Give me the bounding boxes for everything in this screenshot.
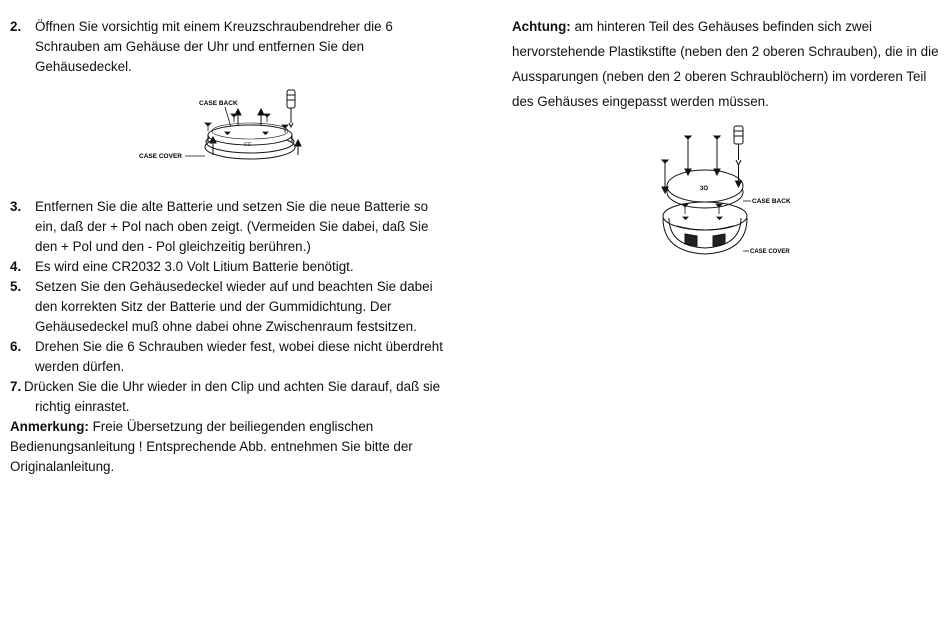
- step-text-line: Setzen Sie den Gehäusedeckel wieder auf und beachten Sie dabei: [35, 279, 433, 294]
- note-text-line: Freie Übersetzung der beiliegenden englischen: [92, 419, 374, 434]
- label-case-back: CASE BACK: [752, 198, 791, 205]
- step-text-line: Gehäusedeckel.: [35, 59, 132, 74]
- figure-case-back-removal: [135, 85, 325, 170]
- case-front-part: [663, 202, 747, 254]
- step-text-line: Drücken Sie die Uhr wieder in den Clip und achten Sie darauf, daß sie: [24, 379, 441, 394]
- step-text-line: Gehäusedeckel muß ohne dabei ohne Zwischenraum festsitzen.: [35, 319, 417, 334]
- note-first-line: [10, 417, 373, 437]
- warning-label: Achtung:: [512, 19, 571, 34]
- note-text-line: Bedienungsanleitung ! Entsprechende Abb. entnehmen Sie bitte der: [10, 439, 413, 454]
- step-text-line: Es wird eine CR2032 3.0 Volt Litium Batterie benötigt.: [35, 259, 354, 274]
- step-text-line: richtig einrastet.: [35, 399, 130, 414]
- label-case-cover: CASE COVER: [750, 249, 790, 255]
- warning-text-line: hervorstehende Plastikstifte (neben den 2 oberen Schrauben), die in die: [512, 44, 939, 59]
- case-mark: CC: [244, 142, 252, 148]
- case-mark: 3O: [700, 186, 709, 192]
- figure-case-assembly: [655, 122, 805, 262]
- warning-text-line: des Gehäuses eingepasst werden müssen.: [512, 94, 769, 109]
- step-number: 2.: [10, 19, 22, 34]
- step-number: 3.: [10, 199, 22, 214]
- step-text-line: Schrauben am Gehäuse der Uhr und entfernen Sie den: [35, 39, 365, 54]
- note-label: Anmerkung:: [10, 419, 89, 434]
- step-number: 7.: [10, 379, 22, 394]
- warning-text-line: Aussparungen (neben den 2 oberen Schraublöchern) im vorderen Teil: [512, 69, 927, 84]
- step-text-line: werden dürfen.: [35, 359, 125, 374]
- step-number: 6.: [10, 339, 22, 354]
- note-text-line: Originalanleitung.: [10, 459, 115, 474]
- case-body: [205, 123, 295, 159]
- warning-text-line: am hinteren Teil des Gehäuses befinden sich zwei: [574, 19, 872, 34]
- step-text-line: ein, daß der + Pol nach oben zeigt. (Vermeiden Sie dabei, daß Sie: [35, 219, 429, 234]
- step-number: 5.: [10, 279, 22, 294]
- label-case-back: CASE BACK: [199, 100, 238, 107]
- step-text-line: Entfernen Sie die alte Batterie und setzen Sie die neue Batterie so: [35, 199, 429, 214]
- label-case-cover: CASE COVER: [139, 153, 182, 160]
- step-number: 4.: [10, 259, 22, 274]
- warning-first-line: [512, 17, 872, 37]
- screwdriver-icon: [287, 90, 295, 127]
- step-text-line: Öffnen Sie vorsichtig mit einem Kreuzschraubendreher die 6: [35, 19, 393, 34]
- step-text-line: den + Pol und den - Pol gleichzeitig berühren.): [35, 239, 311, 254]
- step-text-line: Drehen Sie die 6 Schrauben wieder fest, wobei diese nicht überdreht: [35, 339, 443, 354]
- step-text-line: den korrekten Sitz der Batterie und der Gummidichtung. Der: [35, 299, 392, 314]
